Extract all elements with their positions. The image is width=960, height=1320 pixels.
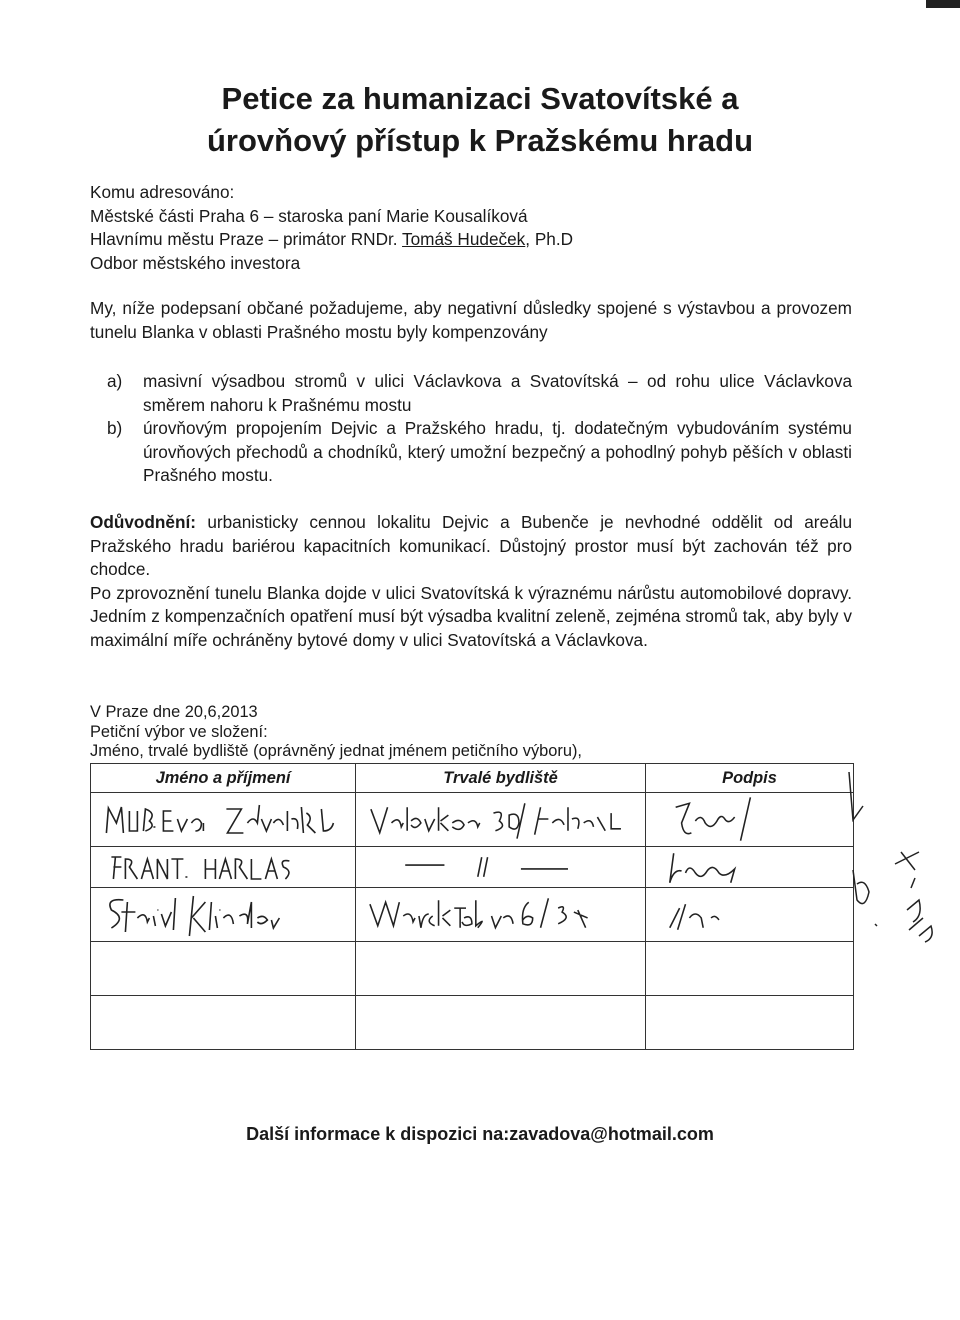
table-row [91,847,854,888]
handwritten-address [356,888,646,942]
demand-label: a) [107,371,123,391]
committee-label: Petiční výbor ve složení: [90,722,268,741]
table-row [91,793,854,847]
justification-heading: Odůvodnění: [90,512,196,532]
signature-cell [646,847,854,888]
addressees [90,181,852,275]
header-name: Jméno a příjmení [91,764,356,793]
handwritten-address [356,847,646,888]
demand-text: úrovňovým propojením Dejvic a Pražského hradu, tj. dodatečným vybudováním systému úrovňových přechodů a chodníků, který umožní bezpečný a pohodlný pohyb pěších v oblasti Prašného mostu. [143,418,852,485]
empty-signature-cell [646,942,854,996]
mayor-name: Tomáš Hudeček [402,229,526,249]
handwritten-name [91,847,356,888]
handwritten-name [91,888,356,942]
demands-list [107,370,852,488]
demand-text: masivní výsadbou stromů v ulici Václavkova a Svatovítská – od rohu ulice Václavkova směrem nahoru k Prašnému mostu [143,371,852,415]
signature-table-header [91,764,854,793]
page-title [0,78,960,162]
handwriting-address-2 [366,847,641,887]
scan-edge-mark [926,0,960,8]
addressee-prague-prefix: Hlavnímu městu Praze – primátor RNDr. [90,229,403,249]
committee-note: Jméno, trvalé bydliště (oprávněný jednat jménem petičního výboru), [90,742,582,760]
empty-name-cell [91,942,356,996]
place-date: V Praze dne 20,6,2013 [90,703,258,721]
table-row [91,942,854,996]
signature-cell [646,888,854,942]
title-line-1: Petice za humanizaci Svatovítské a [221,81,739,116]
demand-item-b [107,417,852,488]
handwritten-name [91,793,356,847]
signature-scribble-1 [656,793,853,846]
handwriting-name-2 [101,847,352,887]
signature-cell [646,793,854,847]
empty-signature-cell [646,996,854,1050]
addressee-investor-dept: Odbor městského investora [90,252,301,273]
petition-intro [90,297,852,344]
intro-text: My, níže podepsaní občané požadujeme, aby negativní důsledky spojené s výstavbou a provozem tunelu Blanka v oblasti Prašného mostu byly kompenzovány [90,298,852,342]
justification-para-1 [90,511,852,582]
justification-para-2: Po zprovoznění tunelu Blanka dojde v ulici Svatovítská k výraznému nárůstu automobilové dopravy. Jedním z kompenzačních opatření musí být výsadba kvalitní zeleně, zejména stromů tak, aby byly v maximální míře ochráněny bytové domy v ulici Svatovítská a Václavkova. [90,582,852,650]
header-address: Trvalé bydliště [356,764,646,793]
title-line-2: úrovňový přístup k Pražskému hradu [206,123,754,158]
signature-table [90,763,854,1050]
demand-item-a [107,370,852,417]
handwriting-address-3 [366,888,641,941]
handwriting-name-3 [101,888,352,941]
empty-address-cell [356,942,646,996]
table-row [91,888,854,942]
handwritten-address [356,793,646,847]
more-info: Další informace k dispozici na:zavadova@hotmail.com [246,1124,714,1144]
handwriting-address-1 [366,793,641,846]
table-row [91,996,854,1050]
justification-text-1: urbanisticky cennou lokalitu Dejvic a Bubenče je nevhodné oddělit od areálu Pražského hradu bariérou kapacitních komunikací. Důstojný prostor musí být zachován též pro chodce. [90,512,852,579]
demand-label: b) [107,418,123,438]
margin-handwriting [835,760,955,960]
signature-scribble-2 [656,847,853,887]
signature-scribble-3 [656,888,853,941]
justification [90,511,852,652]
addressee-prague6: Městské části Praha 6 – staroska paní Marie Kousalíková [90,205,528,226]
empty-address-cell [356,996,646,1050]
header-signature: Podpis [646,764,854,793]
addressee-prague-city [90,228,852,252]
empty-name-cell [91,996,356,1050]
committee-info [90,703,852,762]
addressees-label: Komu adresováno: [90,182,235,202]
handwriting-name-1 [101,793,352,846]
addressee-prague-suffix: , Ph.D [525,229,574,249]
